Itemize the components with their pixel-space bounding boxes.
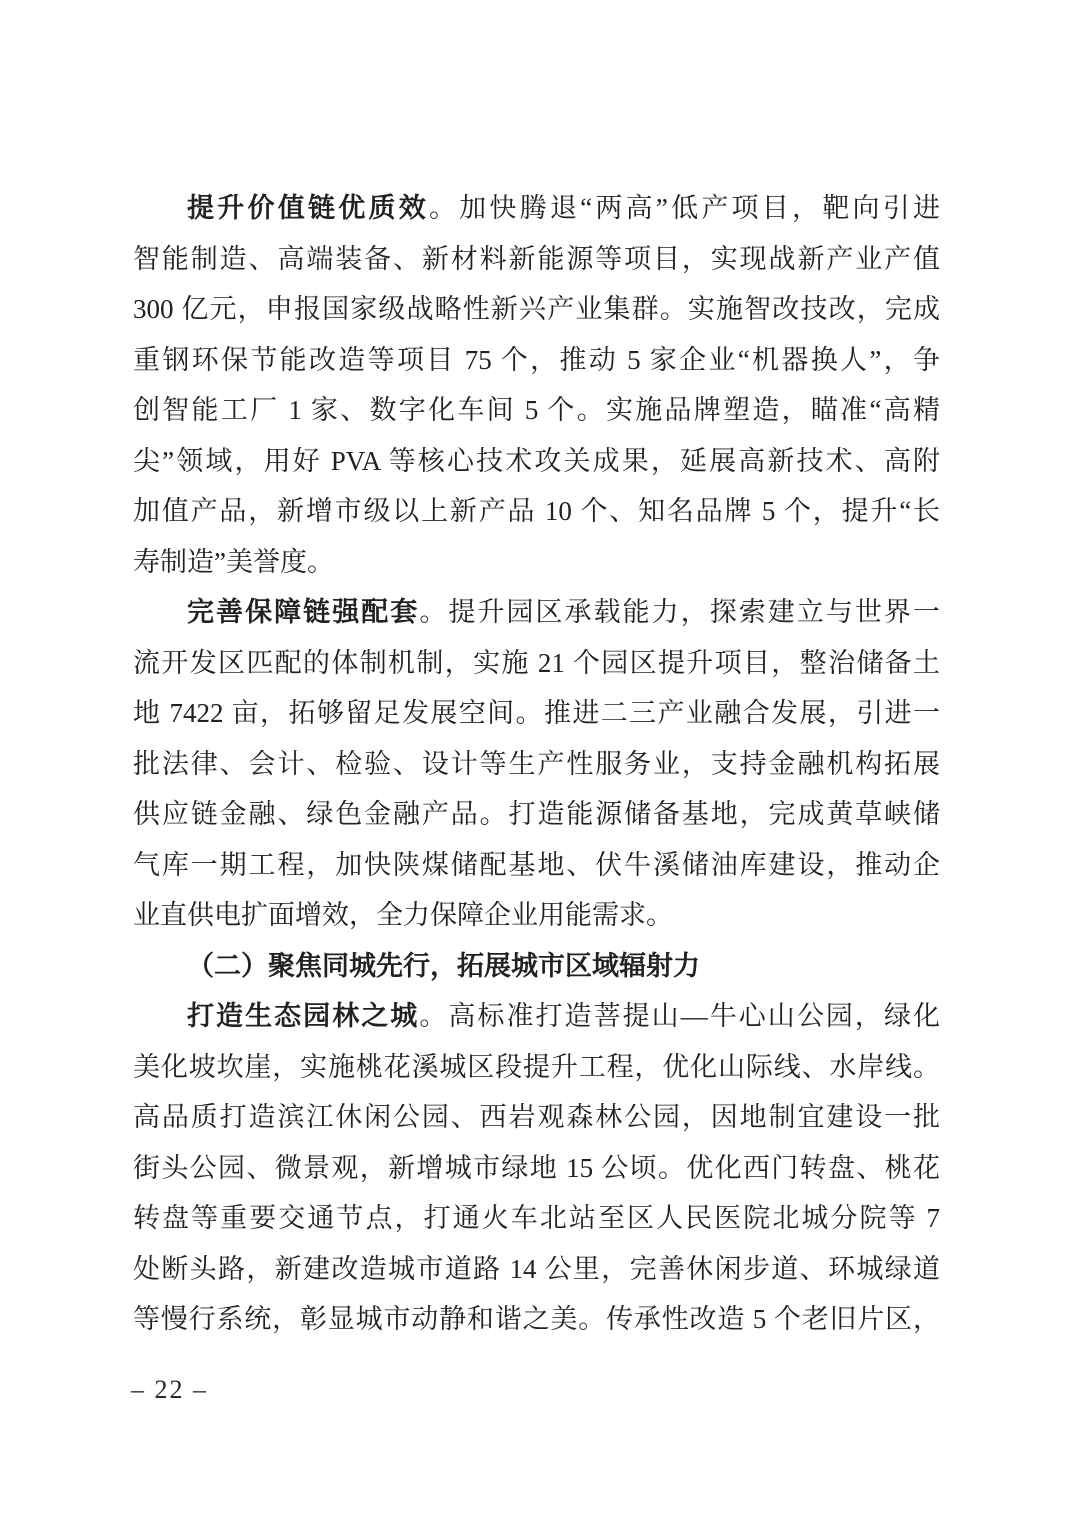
text-line [133, 1244, 940, 1295]
line-text: 。加快腾退“两高”低产项目，靶向引进 [428, 193, 941, 223]
text-line [133, 638, 940, 689]
text-line [133, 840, 940, 891]
line-text: 气库一期工程，加快陕煤储配基地、伏牛溪储油库建设，推动企 [133, 849, 940, 880]
line-text: 重钢环保节能改造等项目 75 个，推动 5 家企业“机器换人”，争 [133, 344, 940, 375]
line-text: 流开发区匹配的体制机制，实施 21 个园区提升项目，整治储备土 [133, 647, 940, 678]
line-text: 等慢行系统，彰显城市动静和谐之美。传承性改造 5 个老旧片区， [133, 1304, 940, 1334]
text-line [133, 284, 940, 335]
text-line [133, 385, 940, 436]
text-line [133, 486, 940, 537]
text-line [133, 688, 940, 739]
text-line [133, 1092, 940, 1143]
section-heading [133, 941, 940, 992]
line-text: 美化坡坎崖，实施桃花溪城区段提升工程，优化山际线、水岸线。 [133, 1051, 940, 1082]
text-line [133, 234, 940, 285]
text-line [133, 183, 940, 234]
line-text: 街头公园、微景观，新增城市绿地 15 公顷。优化西门转盘、桃花 [133, 1152, 940, 1183]
line-text: 处断头路，新建改造城市道路 14 公里，完善休闲步道、环城绿道 [133, 1253, 940, 1284]
line-text: （二）聚焦同城先行，拓展城市区域辐射力 [187, 950, 700, 981]
text-line [133, 587, 940, 638]
line-text: 业直供电扩面增效，全力保障企业用能需求。 [133, 900, 673, 930]
bold-lead-text: 完善保障链强配套 [187, 597, 420, 627]
line-text: 地 7422 亩，拓够留足发展空间。推进二三产业融合发展，引进一 [133, 698, 940, 728]
line-text: 转盘等重要交通节点，打通火车北站至区人民医院北城分院等 7 [133, 1203, 940, 1233]
line-text: 供应链金融、绿色金融产品。打造能源储备基地，完成黄草峡储 [133, 799, 940, 829]
line-text: 。高标准打造菩提山—牛心山公园，绿化 [419, 1001, 941, 1031]
text-line [133, 335, 940, 386]
line-text: 尖”领域，用好 PVA 等核心技术攻关成果，延展高新技术、高附 [133, 445, 940, 476]
text-line [133, 1042, 940, 1093]
text-line [133, 1193, 940, 1244]
line-text: 300 亿元，申报国家级战略性新兴产业集群。实施智改技改，完成 [133, 294, 940, 324]
line-text: 加值产品，新增市级以上新产品 10 个、知名品牌 5 个，提升“长 [133, 496, 940, 526]
text-line [133, 436, 940, 487]
text-line [133, 739, 940, 790]
document-body [133, 183, 940, 1345]
line-text: 创智能工厂 1 家、数字化车间 5 个。实施品牌塑造，瞄准“高精 [133, 395, 940, 425]
line-text: 寿制造”美誉度。 [133, 546, 334, 577]
page-number: – 22 – [131, 1375, 208, 1404]
text-line [133, 890, 940, 941]
text-line [133, 1294, 940, 1345]
line-text: 智能制造、高端装备、新材料新能源等项目，实现战新产业产值 [133, 243, 940, 274]
bold-lead-text: 打造生态园林之城 [187, 1001, 420, 1031]
text-line [133, 991, 940, 1042]
line-text: 批法律、会计、检验、设计等生产性服务业，支持金融机构拓展 [133, 748, 940, 779]
bold-lead-text: 提升价值链优质效 [187, 193, 429, 223]
text-line [133, 537, 940, 588]
line-text: 高品质打造滨江休闲公园、西岩观森林公园，因地制宜建设一批 [133, 1102, 940, 1132]
text-line [133, 789, 940, 840]
text-line [133, 1143, 940, 1194]
line-text: 。提升园区承载能力，探索建立与世界一 [419, 597, 941, 627]
